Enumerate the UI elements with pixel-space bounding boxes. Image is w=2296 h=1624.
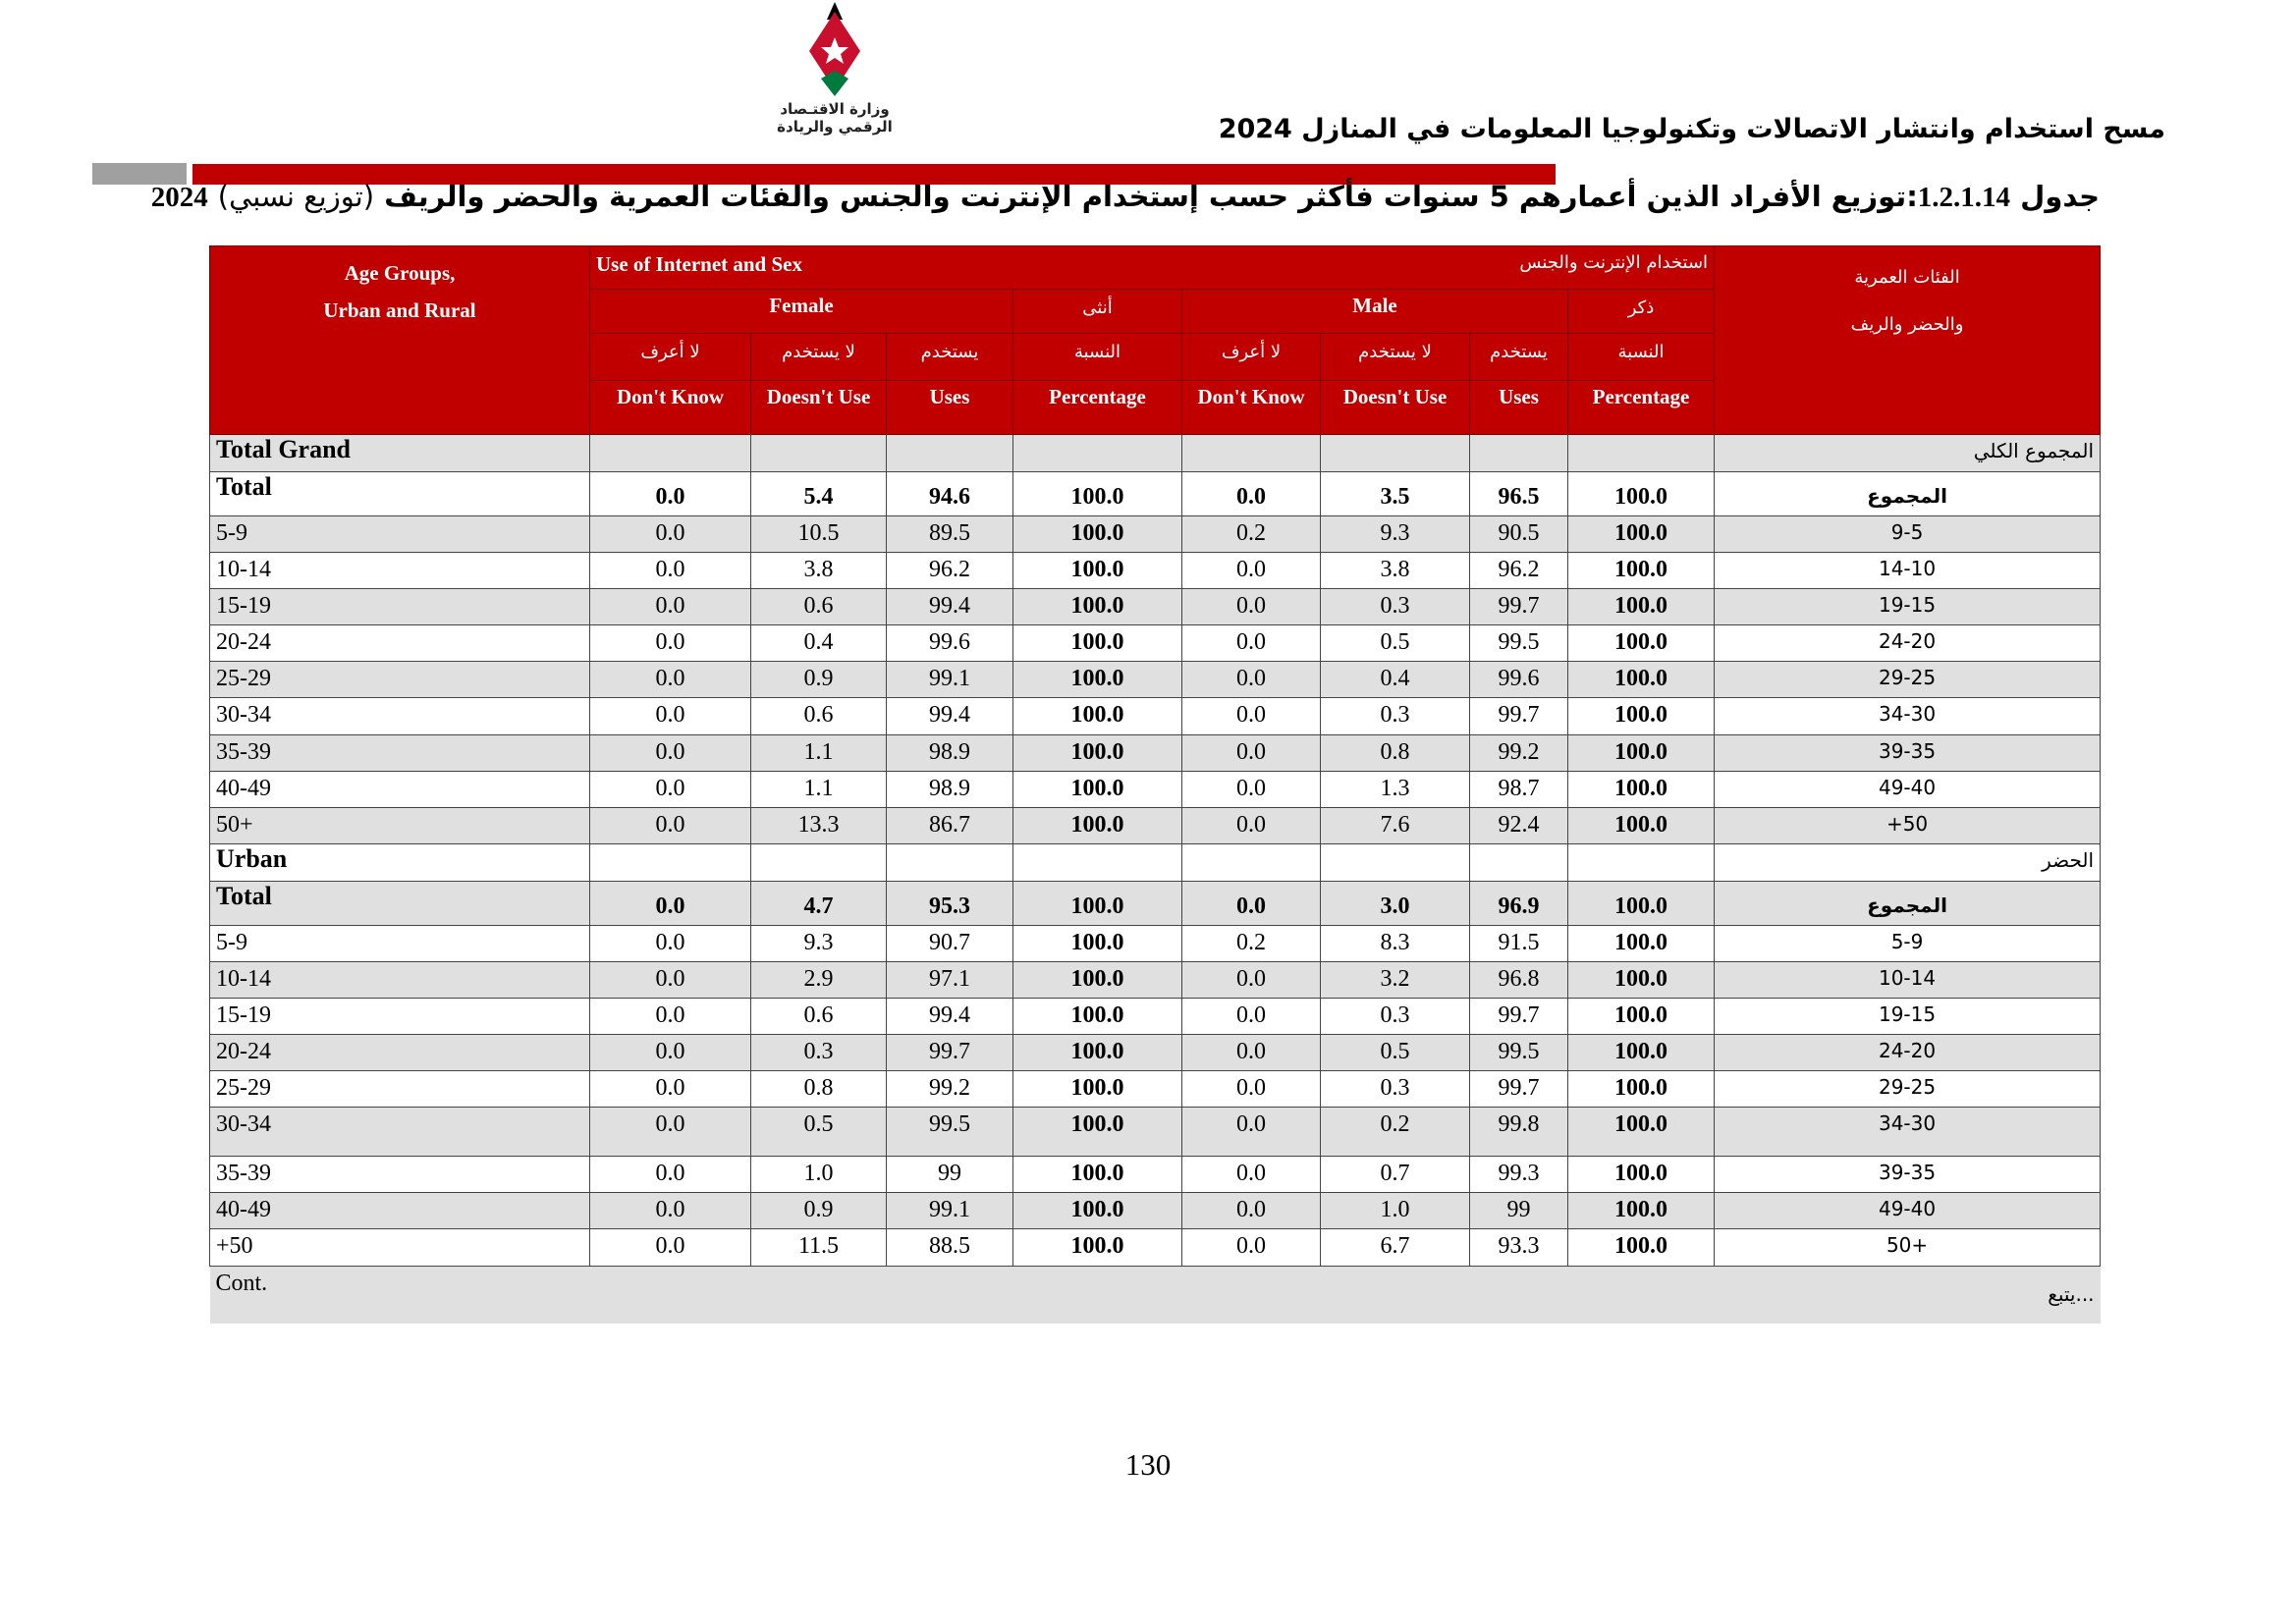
- cell-value: [751, 844, 887, 882]
- table-title-paren: (توزيع نسبي): [217, 180, 375, 213]
- cell-value: 3.8: [1321, 553, 1470, 589]
- cell-value: 0.3: [751, 1035, 887, 1071]
- cell-value: 0.3: [1321, 589, 1470, 625]
- cell-value: 11.5: [751, 1229, 887, 1267]
- cell-value: 100.0: [1568, 516, 1715, 553]
- cell-value: 99.6: [887, 625, 1013, 662]
- cell-value: 100.0: [1013, 1229, 1182, 1267]
- cell-value: 0.0: [590, 882, 751, 926]
- cell-value: 1.0: [1321, 1193, 1470, 1229]
- row-label-en: 25-29: [210, 662, 590, 698]
- cell-value: 1.1: [751, 772, 887, 808]
- cell-value: [1568, 844, 1715, 882]
- cell-value: 99: [887, 1157, 1013, 1193]
- cell-value: 0.0: [1182, 662, 1321, 698]
- data-table: [209, 245, 2101, 1324]
- cell-value: 90.5: [1470, 516, 1568, 553]
- page-number: 130: [1124, 1447, 1172, 1482]
- cell-value: 8.3: [1321, 926, 1470, 962]
- cell-value: 0.9: [751, 1193, 887, 1229]
- cell-value: 96.8: [1470, 962, 1568, 999]
- cell-value: 100.0: [1013, 772, 1182, 808]
- column-header-ar: النسبة: [1013, 334, 1182, 381]
- cell-value: 0.0: [590, 698, 751, 735]
- table-row: [210, 962, 2101, 999]
- cell-value: [1321, 844, 1470, 882]
- cell-value: 100.0: [1013, 926, 1182, 962]
- cell-value: 99.2: [1470, 735, 1568, 772]
- cell-value: 100.0: [1013, 1157, 1182, 1193]
- cell-value: 0.3: [1321, 999, 1470, 1035]
- cell-value: 0.8: [751, 1071, 887, 1108]
- cell-value: 98.9: [887, 772, 1013, 808]
- cell-value: 0.2: [1182, 926, 1321, 962]
- cell-value: 0.0: [590, 1108, 751, 1157]
- svg-text:وزارة الاقتـصاد: وزارة الاقتـصاد: [780, 100, 890, 118]
- table-title-prefix: جدول: [2020, 180, 2100, 213]
- cell-value: 96.5: [1470, 472, 1568, 516]
- column-header-en: Uses: [887, 381, 1013, 435]
- cell-value: 0.0: [590, 999, 751, 1035]
- cell-value: 0.0: [590, 772, 751, 808]
- cell-value: 0.0: [1182, 1035, 1321, 1071]
- row-label-en: 10-14: [210, 962, 590, 999]
- cell-value: 100.0: [1013, 882, 1182, 926]
- cell-value: 100.0: [1568, 1035, 1715, 1071]
- cell-value: 0.7: [1321, 1157, 1470, 1193]
- cell-value: 96.9: [1470, 882, 1568, 926]
- cell-value: 98.7: [1470, 772, 1568, 808]
- cell-value: 96.2: [1470, 553, 1568, 589]
- cell-value: 100.0: [1013, 1071, 1182, 1108]
- cell-value: 0.0: [1182, 698, 1321, 735]
- table-row: [210, 662, 2101, 698]
- cell-value: 100.0: [1013, 516, 1182, 553]
- cell-value: 0.0: [1182, 472, 1321, 516]
- cell-value: 0.0: [590, 1157, 751, 1193]
- cell-value: 3.0: [1321, 882, 1470, 926]
- cell-value: 1.3: [1321, 772, 1470, 808]
- cell-value: 99: [1470, 1193, 1568, 1229]
- cell-value: 100.0: [1013, 1108, 1182, 1157]
- row-label-ar: 14-10: [1715, 553, 2101, 589]
- cell-value: 100.0: [1568, 926, 1715, 962]
- row-label-en: 40-49: [210, 772, 590, 808]
- cell-value: 3.8: [751, 553, 887, 589]
- row-label-ar: 29-25: [1715, 1071, 2101, 1108]
- table-row: [210, 1193, 2101, 1229]
- cell-value: 100.0: [1013, 662, 1182, 698]
- cell-value: 0.0: [1182, 735, 1321, 772]
- column-header-ar: لا أعرف: [590, 334, 751, 381]
- cell-value: 100.0: [1568, 1229, 1715, 1267]
- row-label-en: 15-19: [210, 999, 590, 1035]
- cell-value: 100.0: [1568, 962, 1715, 999]
- row-label-en: 10-14: [210, 553, 590, 589]
- cell-value: 0.0: [590, 1229, 751, 1267]
- row-label-en: Total Grand: [210, 435, 590, 472]
- svg-text:الرقمي والريادة: الرقمي والريادة: [777, 118, 893, 135]
- row-label-en: 30-34: [210, 1108, 590, 1157]
- continued-ar: يتبع...: [1182, 1267, 2101, 1324]
- cell-value: [1470, 435, 1568, 472]
- row-label-en: 5-9: [210, 516, 590, 553]
- cell-value: 99.5: [1470, 1035, 1568, 1071]
- continued-row: [210, 1267, 2101, 1324]
- row-label-en: 35-39: [210, 735, 590, 772]
- cell-value: 4.7: [751, 882, 887, 926]
- cell-value: 99.5: [1470, 625, 1568, 662]
- age-header-ar-line1: الفئات العمرية: [1854, 267, 1960, 288]
- cell-value: 100.0: [1568, 808, 1715, 844]
- cell-value: 99.7: [887, 1035, 1013, 1071]
- table-title: [150, 180, 2100, 214]
- row-label-en: 25-29: [210, 1071, 590, 1108]
- row-label-en: 5-9: [210, 926, 590, 962]
- column-header-en: Doesn't Use: [751, 381, 887, 435]
- cell-value: 99.1: [887, 662, 1013, 698]
- table-row: [210, 808, 2101, 844]
- cell-value: 92.4: [1470, 808, 1568, 844]
- cell-value: 9.3: [1321, 516, 1470, 553]
- table-row: [210, 625, 2101, 662]
- row-label-en: Total: [210, 472, 590, 516]
- cell-value: 95.3: [887, 882, 1013, 926]
- total-row: [210, 472, 2101, 516]
- cell-value: 100.0: [1568, 698, 1715, 735]
- cell-value: 0.0: [1182, 772, 1321, 808]
- row-label-en: Total: [210, 882, 590, 926]
- cell-value: 99.5: [887, 1108, 1013, 1157]
- age-header-ar-line2: والحضر والريف: [1850, 314, 1964, 335]
- cell-value: 99.2: [887, 1071, 1013, 1108]
- age-groups-header-ar: [1715, 246, 2101, 435]
- survey-title: مسح استخدام وانتشار الاتصالات وتكنولوجيا المعلومات في المنازل 2024: [1218, 114, 2165, 144]
- age-header-en-line1: Age Groups,: [344, 261, 456, 285]
- table-row: [210, 999, 2101, 1035]
- cell-value: 90.7: [887, 926, 1013, 962]
- cell-value: 100.0: [1568, 735, 1715, 772]
- column-header-ar: يستخدم: [887, 334, 1013, 381]
- row-label-ar: المجموع: [1715, 882, 2101, 926]
- cell-value: 99.7: [1470, 698, 1568, 735]
- cell-value: 0.0: [1182, 589, 1321, 625]
- male-header-en: Male: [1182, 290, 1568, 334]
- row-label-en: 20-24: [210, 625, 590, 662]
- row-label-en: +50: [210, 1229, 590, 1267]
- cell-value: 1.0: [751, 1157, 887, 1193]
- cell-value: 0.0: [590, 962, 751, 999]
- table-row: [210, 735, 2101, 772]
- cell-value: 99.7: [1470, 1071, 1568, 1108]
- row-label-en: 40-49: [210, 1193, 590, 1229]
- cell-value: 0.5: [1321, 625, 1470, 662]
- cell-value: 0.6: [751, 589, 887, 625]
- cell-value: 0.0: [1182, 1071, 1321, 1108]
- cell-value: 96.2: [887, 553, 1013, 589]
- table-row: [210, 1229, 2101, 1267]
- row-label-ar: 34-30: [1715, 1108, 2101, 1157]
- cell-value: 0.4: [1321, 662, 1470, 698]
- cell-value: 100.0: [1013, 472, 1182, 516]
- row-label-ar: 9-5: [1715, 516, 2101, 553]
- cell-value: 100.0: [1013, 1035, 1182, 1071]
- cell-value: 0.2: [1182, 516, 1321, 553]
- column-header-ar: النسبة: [1568, 334, 1715, 381]
- cell-value: 0.0: [590, 516, 751, 553]
- row-label-ar: 49-40: [1715, 772, 2101, 808]
- cell-value: 3.5: [1321, 472, 1470, 516]
- cell-value: 0.0: [1182, 882, 1321, 926]
- row-label-ar: 5-9: [1715, 926, 2101, 962]
- cell-value: [1321, 435, 1470, 472]
- row-label-en: 15-19: [210, 589, 590, 625]
- cell-value: 0.3: [1321, 698, 1470, 735]
- row-label-ar: الحضر: [1715, 844, 2101, 882]
- cell-value: 0.8: [1321, 735, 1470, 772]
- cell-value: 100.0: [1013, 698, 1182, 735]
- row-label-en: 50+: [210, 808, 590, 844]
- cell-value: 93.3: [1470, 1229, 1568, 1267]
- cell-value: 100.0: [1568, 472, 1715, 516]
- cell-value: 9.3: [751, 926, 887, 962]
- cell-value: 0.0: [590, 553, 751, 589]
- cell-value: 100.0: [1013, 962, 1182, 999]
- cell-value: [1568, 435, 1715, 472]
- row-label-ar: 39-35: [1715, 735, 2101, 772]
- cell-value: 0.0: [1182, 999, 1321, 1035]
- cell-value: 99.4: [887, 589, 1013, 625]
- cell-value: [887, 435, 1013, 472]
- column-header-en: Doesn't Use: [1321, 381, 1470, 435]
- cell-value: 89.5: [887, 516, 1013, 553]
- cell-value: 97.1: [887, 962, 1013, 999]
- column-header-ar: لا أعرف: [1182, 334, 1321, 381]
- cell-value: 100.0: [1013, 735, 1182, 772]
- row-label-en: 30-34: [210, 698, 590, 735]
- cell-value: 100.0: [1568, 662, 1715, 698]
- table-number: 1.2.1.14: [1917, 182, 2011, 213]
- cell-value: 99.6: [1470, 662, 1568, 698]
- row-label-ar: 24-20: [1715, 625, 2101, 662]
- cell-value: 100.0: [1568, 1071, 1715, 1108]
- table-row: [210, 589, 2101, 625]
- cell-value: 0.0: [590, 625, 751, 662]
- row-label-ar: +50: [1715, 808, 2101, 844]
- cell-value: 0.0: [590, 1193, 751, 1229]
- cell-value: 0.5: [751, 1108, 887, 1157]
- use-header-en: Use of Internet and Sex: [596, 252, 802, 276]
- use-header-ar: استخدام الإنترنت والجنس: [1519, 252, 1709, 273]
- cell-value: 99.7: [1470, 999, 1568, 1035]
- cell-value: 98.9: [887, 735, 1013, 772]
- cell-value: 99.3: [1470, 1157, 1568, 1193]
- cell-value: 100.0: [1568, 589, 1715, 625]
- cell-value: 0.0: [590, 926, 751, 962]
- cell-value: 0.0: [1182, 553, 1321, 589]
- cell-value: 0.0: [590, 589, 751, 625]
- cell-value: 100.0: [1013, 589, 1182, 625]
- table-row: [210, 772, 2101, 808]
- cell-value: 100.0: [1568, 882, 1715, 926]
- row-label-ar: المجموع الكلي: [1715, 435, 2101, 472]
- section-row: [210, 844, 2101, 882]
- cell-value: 88.5: [887, 1229, 1013, 1267]
- table-row: [210, 553, 2101, 589]
- table-row: [210, 516, 2101, 553]
- row-label-ar: 24-20: [1715, 1035, 2101, 1071]
- female-header-en: Female: [590, 290, 1013, 334]
- cell-value: 0.3: [1321, 1071, 1470, 1108]
- column-header-ar: لا يستخدم: [1321, 334, 1470, 381]
- cell-value: 0.0: [590, 808, 751, 844]
- column-header-en: Don't Know: [590, 381, 751, 435]
- cell-value: 6.7: [1321, 1229, 1470, 1267]
- row-label-ar: 19-15: [1715, 589, 2101, 625]
- row-label-ar: 10-14: [1715, 962, 2101, 999]
- cell-value: 99.4: [887, 698, 1013, 735]
- male-header-ar: ذكر: [1568, 290, 1715, 334]
- cell-value: 0.0: [1182, 1193, 1321, 1229]
- row-label-ar: 50+: [1715, 1229, 2101, 1267]
- cell-value: 99.1: [887, 1193, 1013, 1229]
- cell-value: [1013, 435, 1182, 472]
- column-header-en: Percentage: [1013, 381, 1182, 435]
- use-of-internet-header: [590, 246, 1715, 290]
- cell-value: 0.0: [1182, 808, 1321, 844]
- cell-value: 91.5: [1470, 926, 1568, 962]
- cell-value: 100.0: [1568, 1108, 1715, 1157]
- cell-value: 0.0: [590, 735, 751, 772]
- table-title-text: :توزيع الأفراد الذين أعمارهم 5 سنوات فأكثر حسب إستخدام الإنترنت والجنس والفئات العمرية والحضر والريف: [384, 180, 1918, 213]
- cell-value: 7.6: [1321, 808, 1470, 844]
- cell-value: 100.0: [1568, 553, 1715, 589]
- cell-value: [590, 435, 751, 472]
- row-label-ar: المجموع: [1715, 472, 2101, 516]
- column-header-ar: لا يستخدم: [751, 334, 887, 381]
- cell-value: 0.2: [1321, 1108, 1470, 1157]
- cell-value: 100.0: [1568, 625, 1715, 662]
- row-label-ar: 39-35: [1715, 1157, 2101, 1193]
- column-header-en: Percentage: [1568, 381, 1715, 435]
- column-header-ar: يستخدم: [1470, 334, 1568, 381]
- cell-value: 100.0: [1013, 999, 1182, 1035]
- cell-value: 0.4: [751, 625, 887, 662]
- table-row: [210, 1035, 2101, 1071]
- cell-value: [751, 435, 887, 472]
- cell-value: 2.9: [751, 962, 887, 999]
- cell-value: 100.0: [1013, 808, 1182, 844]
- cell-value: 0.5: [1321, 1035, 1470, 1071]
- cell-value: 0.0: [1182, 1229, 1321, 1267]
- cell-value: 0.0: [590, 1071, 751, 1108]
- table-row: [210, 1108, 2101, 1157]
- column-header-en: Don't Know: [1182, 381, 1321, 435]
- total-row: [210, 882, 2101, 926]
- cell-value: 13.3: [751, 808, 887, 844]
- cell-value: 0.0: [590, 472, 751, 516]
- cell-value: 100.0: [1013, 1193, 1182, 1229]
- cell-value: [887, 844, 1013, 882]
- cell-value: 0.6: [751, 698, 887, 735]
- cell-value: 99.7: [1470, 589, 1568, 625]
- cell-value: 100.0: [1013, 625, 1182, 662]
- cell-value: 1.1: [751, 735, 887, 772]
- cell-value: 0.9: [751, 662, 887, 698]
- cell-value: 100.0: [1568, 999, 1715, 1035]
- continued-en: Cont.: [210, 1267, 1182, 1324]
- cell-value: [1470, 844, 1568, 882]
- cell-value: 0.0: [1182, 1108, 1321, 1157]
- female-header-ar: أنثى: [1013, 290, 1182, 334]
- cell-value: 0.0: [1182, 1157, 1321, 1193]
- column-header-en: Uses: [1470, 381, 1568, 435]
- cell-value: 10.5: [751, 516, 887, 553]
- row-label-en: Urban: [210, 844, 590, 882]
- cell-value: 0.0: [590, 662, 751, 698]
- cell-value: 100.0: [1568, 1157, 1715, 1193]
- row-label-en: 35-39: [210, 1157, 590, 1193]
- row-label-ar: 49-40: [1715, 1193, 2101, 1229]
- ministry-logo: [766, 0, 903, 142]
- row-label-ar: 34-30: [1715, 698, 2101, 735]
- row-label-ar: 29-25: [1715, 662, 2101, 698]
- section-row: [210, 435, 2101, 472]
- row-label-en: 20-24: [210, 1035, 590, 1071]
- cell-value: 0.6: [751, 999, 887, 1035]
- table-row: [210, 1157, 2101, 1193]
- cell-value: [1182, 435, 1321, 472]
- cell-value: 99.8: [1470, 1108, 1568, 1157]
- age-header-en-line2: Urban and Rural: [323, 298, 476, 322]
- cell-value: 0.0: [590, 1035, 751, 1071]
- cell-value: 100.0: [1568, 772, 1715, 808]
- cell-value: 86.7: [887, 808, 1013, 844]
- table-row: [210, 926, 2101, 962]
- cell-value: 94.6: [887, 472, 1013, 516]
- cell-value: 0.0: [1182, 625, 1321, 662]
- cell-value: 100.0: [1013, 553, 1182, 589]
- cell-value: 3.2: [1321, 962, 1470, 999]
- row-label-ar: 19-15: [1715, 999, 2101, 1035]
- cell-value: [1013, 844, 1182, 882]
- cell-value: 100.0: [1568, 1193, 1715, 1229]
- age-groups-header-en: [210, 246, 590, 435]
- table-row: [210, 698, 2101, 735]
- cell-value: [1182, 844, 1321, 882]
- cell-value: 0.0: [1182, 962, 1321, 999]
- table-title-year: 2024: [150, 182, 208, 213]
- table-row: [210, 1071, 2101, 1108]
- cell-value: [590, 844, 751, 882]
- cell-value: 99.4: [887, 999, 1013, 1035]
- cell-value: 5.4: [751, 472, 887, 516]
